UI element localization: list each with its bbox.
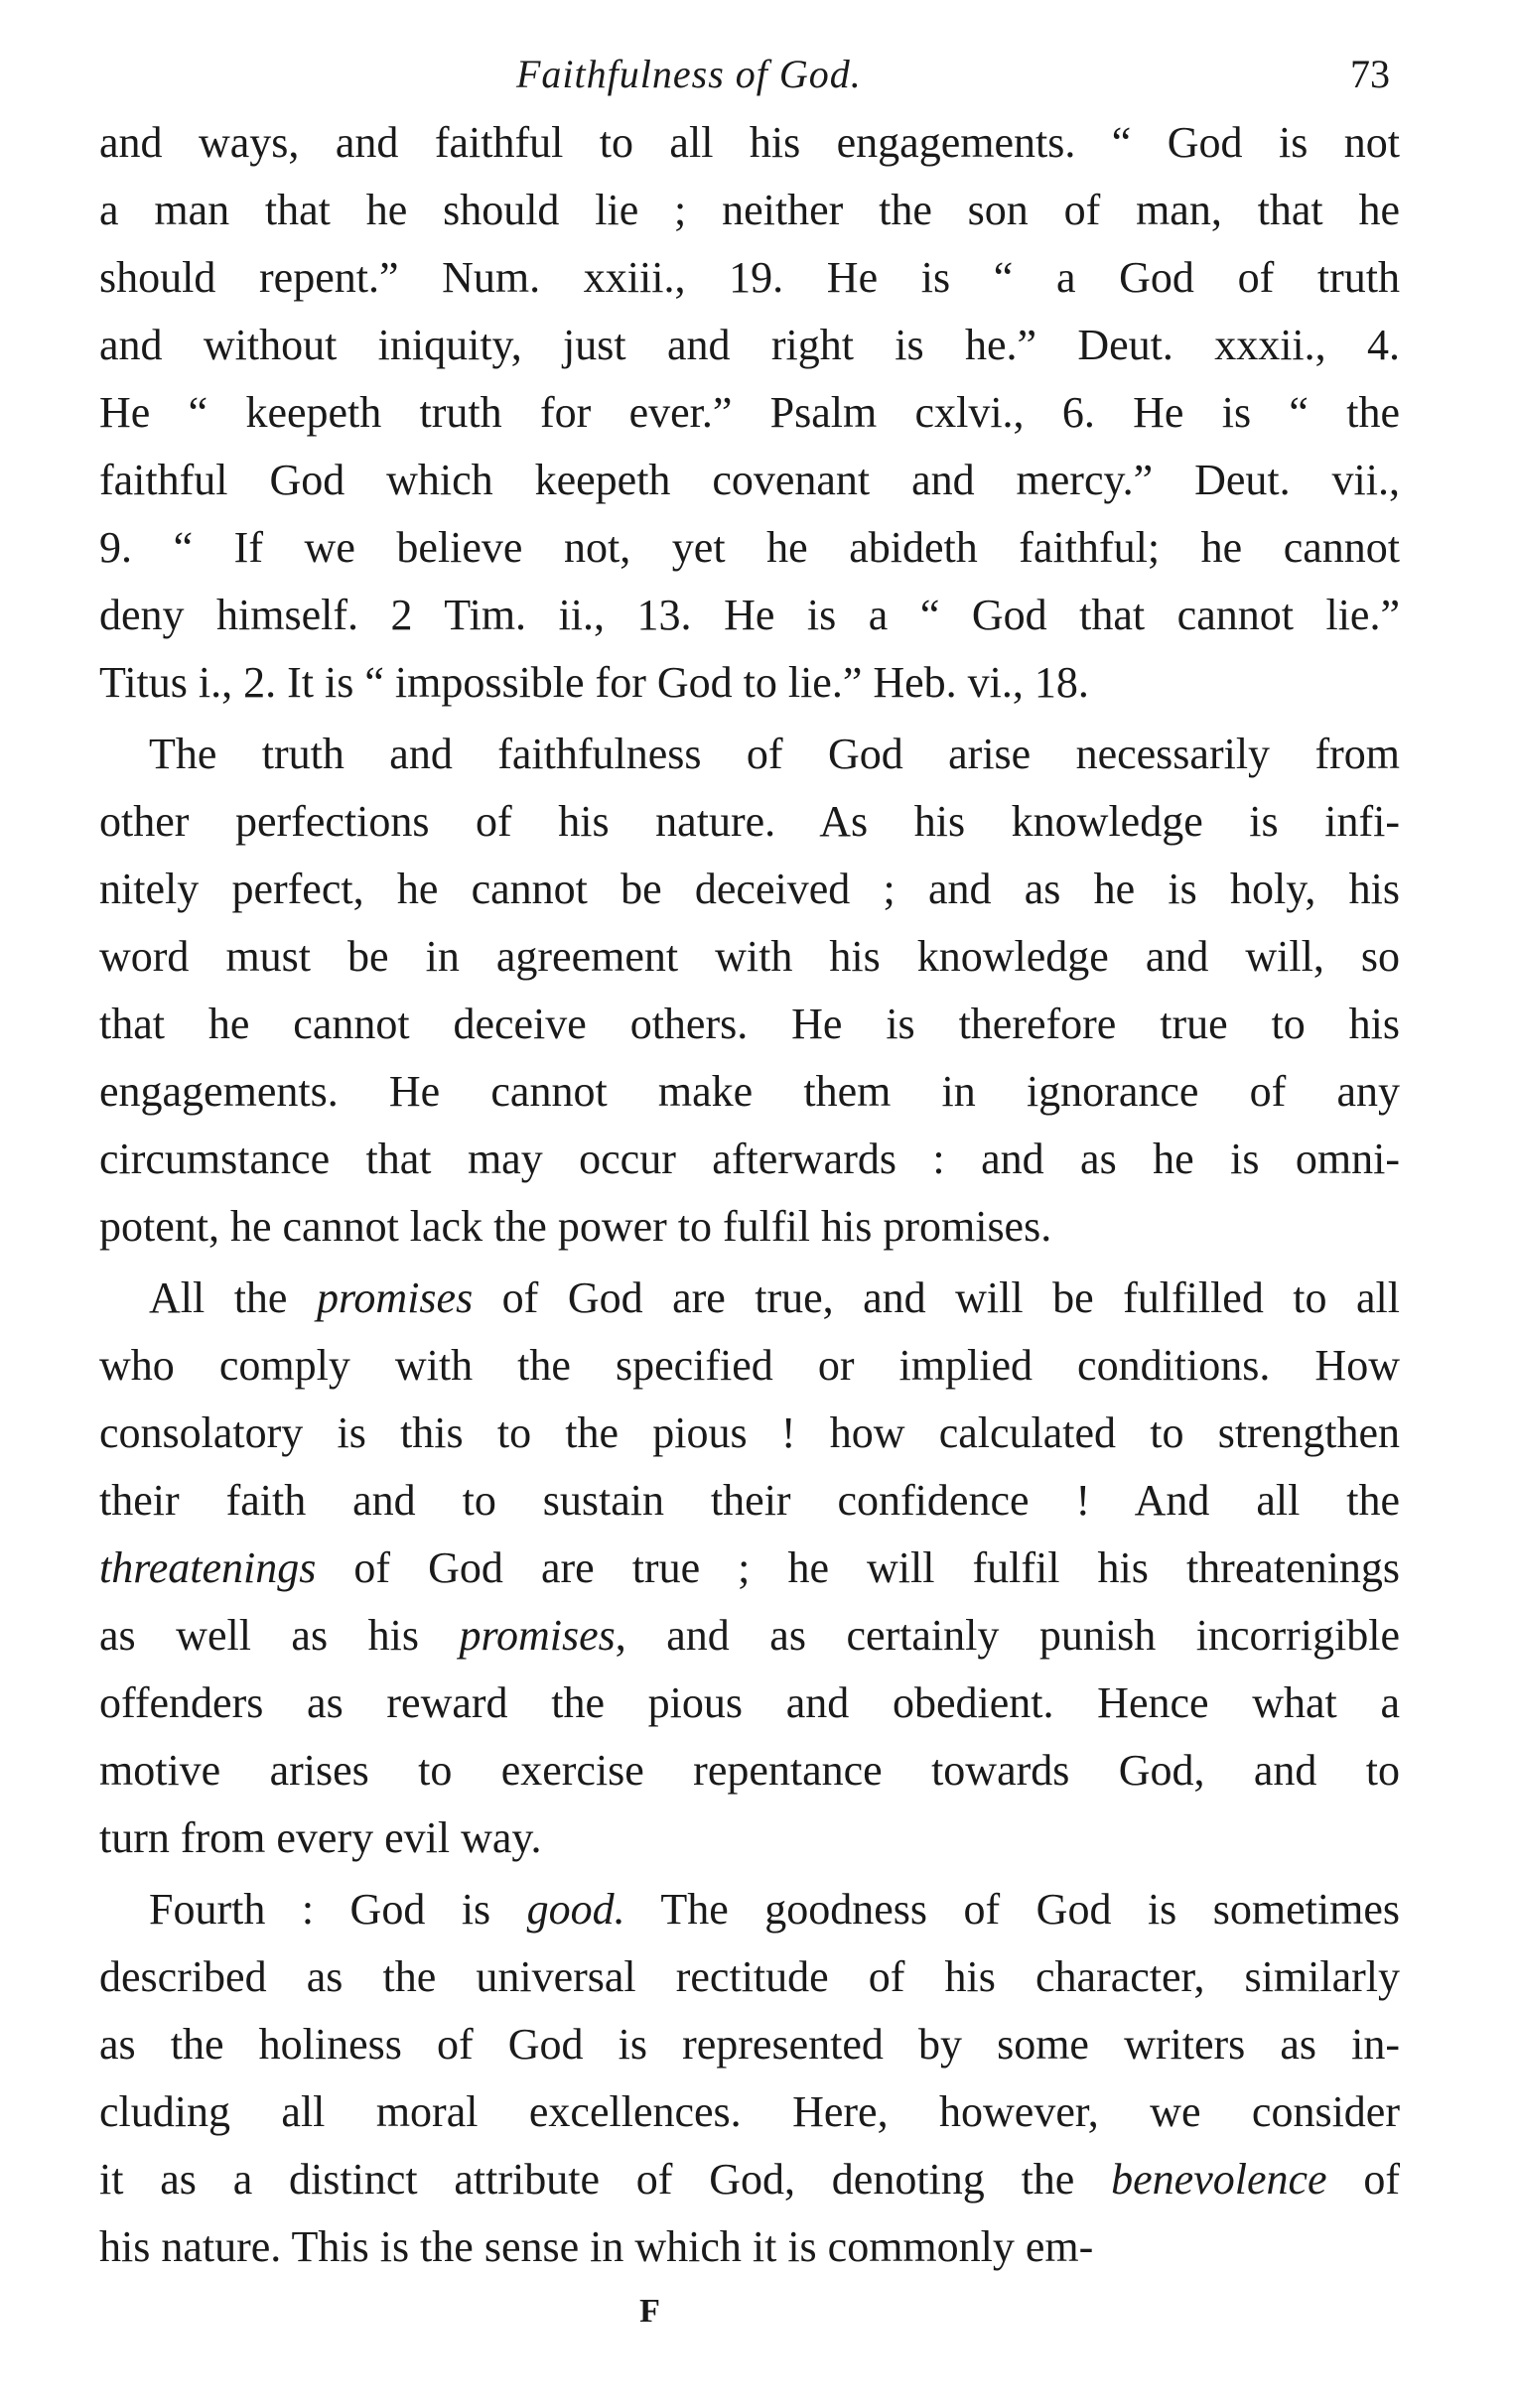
text-line: He “ keepeth truth for ever.” Psalm cxlvi., 6. He is “ the: [99, 388, 1400, 437]
text-line: nitely perfect, he cannot be deceived ; and as he is holy, his: [99, 865, 1400, 913]
text-line: Titus i., 2. It is “ impossible for God to lie.” Heb. vi., 18.: [99, 658, 1089, 707]
body-text: [99, 109, 1400, 2281]
text-line: 9. “ If we believe not, yet he abideth faithful; he cannot: [99, 523, 1400, 572]
book-page: [99, 40, 1400, 2281]
text-line: a man that he should lie ; neither the son of man, that he: [99, 186, 1400, 234]
text-line: deny himself. 2 Tim. ii., 13. He is a “ God that cannot lie.”: [99, 591, 1400, 639]
text-line: motive arises to exercise repentance towards God, and to: [99, 1746, 1400, 1795]
text-line: his nature. This is the sense in which it is commonly em-: [99, 2222, 1094, 2271]
text-line: other perfections of his nature. As his knowledge is infi-: [99, 797, 1400, 846]
text-line: offenders as reward the pious and obedient. Hence what a: [99, 1678, 1400, 1727]
paragraph: [99, 1265, 1400, 1872]
text-line: as well as his promises, and as certainly punish incorrigible: [99, 1611, 1401, 1660]
text-line: threatenings of God are true ; he will fulfil his threatenings: [99, 1543, 1400, 1592]
text-line: consolatory is this to the pious ! how calculated to strengthen: [99, 1408, 1400, 1457]
text-line: who comply with the specified or implied conditions. How: [99, 1341, 1400, 1390]
text-line: and without iniquity, just and right is he.” Deut. xxxii., 4.: [99, 321, 1400, 369]
paragraph: [99, 721, 1400, 1261]
text-line: their faith and to sustain their confidence ! And all the: [99, 1476, 1400, 1525]
text-line: engagements. He cannot make them in ignorance of any: [99, 1067, 1400, 1116]
text-line: The truth and faithfulness of God arise necessarily from: [149, 730, 1400, 778]
paragraph: [99, 109, 1400, 717]
text-line: Fourth : God is good. The goodness of God is sometimes: [149, 1885, 1400, 1934]
running-title: Faithfulness of God.: [516, 52, 862, 96]
text-line: turn from every evil way.: [99, 1813, 542, 1862]
text-line: it as a distinct attribute of God, denoting the benevolence of: [99, 2155, 1400, 2204]
text-line: potent, he cannot lack the power to fulfil his promises.: [99, 1202, 1052, 1251]
text-line: word must be in agreement with his knowledge and will, so: [99, 932, 1400, 981]
page-header: [99, 40, 1400, 109]
paragraph: [99, 1876, 1400, 2281]
text-line: as the holiness of God is represented by some writers as in-: [99, 2020, 1400, 2069]
text-line: that he cannot deceive others. He is therefore true to his: [99, 1000, 1400, 1048]
text-line: described as the universal rectitude of his character, similarly: [99, 1952, 1400, 2001]
text-line: circumstance that may occur afterwards : and as he is omni-: [99, 1135, 1400, 1183]
signature-mark: F: [639, 2293, 661, 2330]
text-line: cluding all moral excellences. Here, however, we consider: [99, 2087, 1400, 2136]
page-number: 73: [1350, 52, 1390, 96]
text-line: faithful God which keepeth covenant and mercy.” Deut. vii.,: [99, 456, 1400, 504]
text-line: and ways, and faithful to all his engagements. “ God is not: [99, 118, 1400, 167]
text-line: All the promises of God are true, and will be fulfilled to all: [149, 1273, 1400, 1322]
text-line: should repent.” Num. xxiii., 19. He is “ a God of truth: [99, 253, 1400, 302]
